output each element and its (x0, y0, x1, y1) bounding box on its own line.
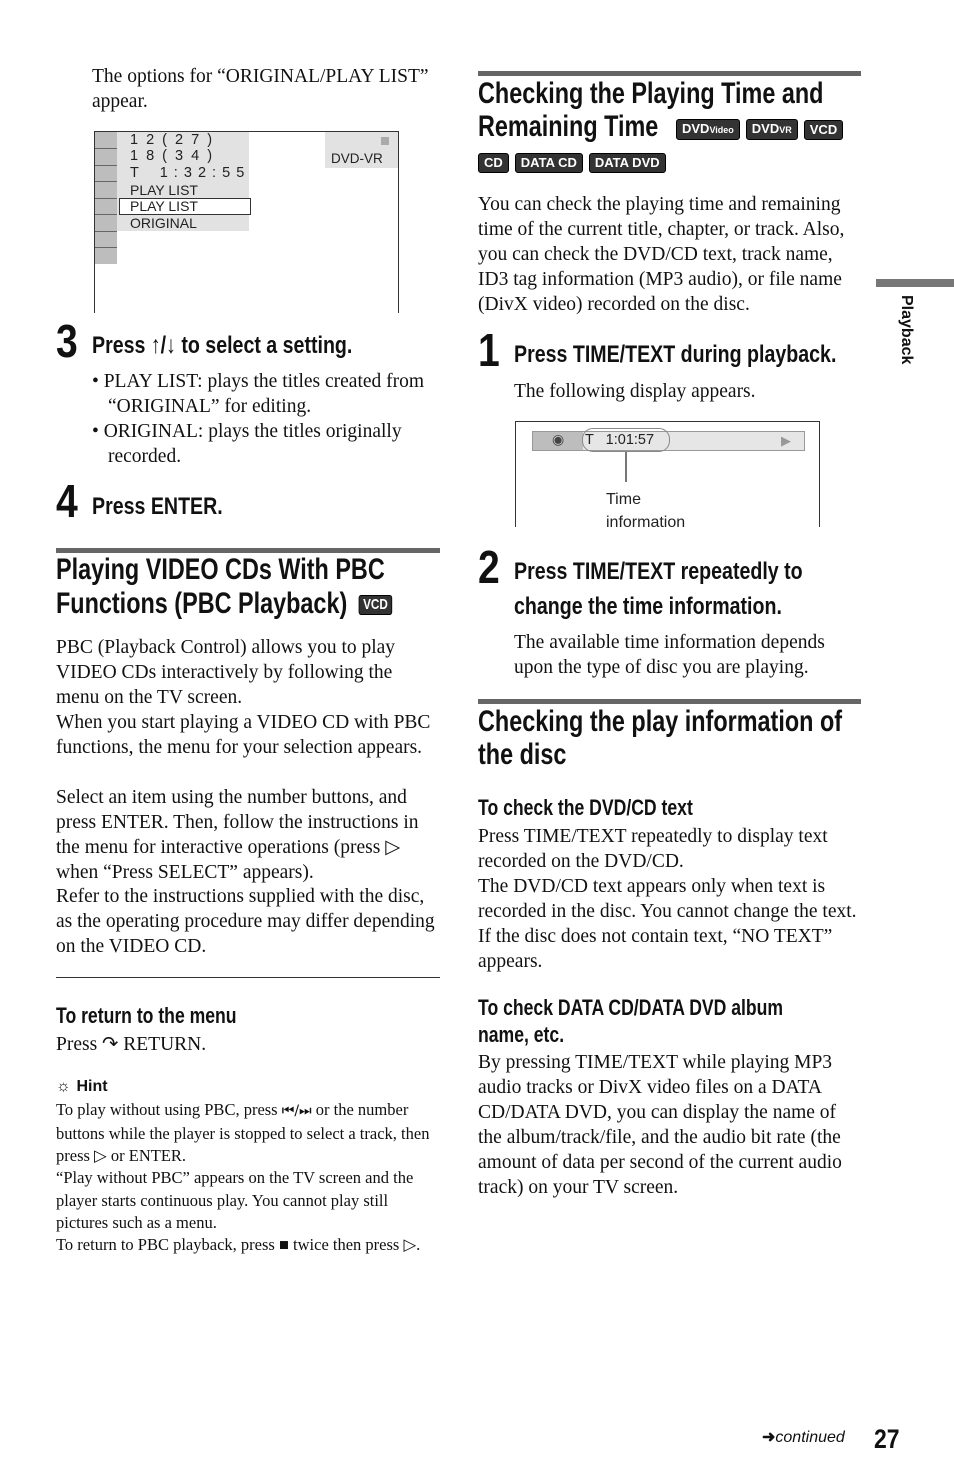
side-tab-label: Playback (898, 295, 915, 365)
intro-text: The options for “ORIGINAL/PLAY LIST” appear. (92, 66, 429, 112)
pbc-para-2: When you start playing a VIDEO CD with PBC functions, the menu for your selection appears. (56, 712, 431, 758)
vcd-badge: VCD (804, 120, 843, 140)
disc-badges-row-1 (676, 119, 849, 140)
step-4-title: Press ENTER. (92, 493, 223, 520)
step-4-number: 4 (56, 475, 78, 527)
side-tab-bar (876, 279, 954, 287)
step-2-title-line1: Press TIME/TEXT repeatedly to (514, 558, 803, 585)
play-icon: ▷ (403, 1235, 417, 1254)
dvd-cd-text-heading: To check the DVD/CD text (478, 795, 693, 820)
step-2-desc: The available time information depends upon the type of disc you are playing. (514, 632, 825, 678)
step-3-title: Press ↑/↓ to select a setting. (92, 332, 353, 359)
step-2-number: 2 (478, 541, 500, 593)
play-icon: ▷ (385, 837, 401, 858)
return-menu-heading: To return to the menu (56, 1003, 237, 1028)
osd-disc-type: DVD-VR (331, 151, 383, 166)
time-heading-line2: Remaining Time (478, 110, 659, 143)
step-1-title: Press TIME/TEXT during playback. (514, 341, 837, 368)
pbc-para-1: PBC (Playback Control) allows you to play VIDEO CDs interactively by following the menu on the TV screen. (56, 637, 396, 708)
hint-para-2: “Play without PBC” appears on the TV screen and the player starts continuous play. You cannot play still pictures such as a menu. (56, 1168, 414, 1232)
data-dvd-badge: DATA DVD (589, 153, 666, 173)
pbc-heading-line2: Functions (PBC Playback) VCD (56, 587, 397, 621)
step-3-bullet-playlist: • PLAY LIST: plays the titles created from “ORIGINAL” for editing. (92, 371, 425, 417)
pbc-heading-line1: Playing VIDEO CDs With PBC (56, 553, 385, 586)
data-disc-heading-line1: To check DATA CD/DATA DVD album (478, 995, 784, 1020)
hint-label: Hint (76, 1078, 108, 1095)
time-info-label-2: information (606, 514, 686, 531)
stop-icon: ■ (278, 1235, 289, 1254)
return-icon: ↷ (102, 1034, 119, 1055)
time-info-label-1: Time (606, 491, 641, 508)
side-tab (896, 295, 916, 375)
info-heading-line2: the disc (478, 738, 567, 771)
return-menu-text: Press ↷ RETURN. (56, 1034, 207, 1055)
step-3-number: 3 (56, 315, 78, 367)
osd-row-original: ORIGINAL (130, 215, 197, 231)
hint-para-1: To play without using PBC, press ⏮/⏭ or the number buttons while the player is stopped to select a track, then press ▷ or ENTER. (56, 1100, 430, 1165)
data-disc-para: By pressing TIME/TEXT while playing MP3 audio tracks or DivX video files on a DATA CD/DATA DVD, you can display the name of the album/track/file, and the audio bit rate (the amount of data per second of the current audio track) on your TV screen. (478, 1052, 842, 1198)
arrow-right-icon: ➜ (762, 1429, 776, 1446)
osd-row-time: T 1 : 3 2 : 5 5 (130, 165, 246, 181)
osd-square-icon (381, 137, 389, 145)
vcd-badge: VCD (358, 595, 392, 615)
dvd-cd-text-para-1: Press TIME/TEXT repeatedly to display text recorded on the DVD/CD. (478, 826, 828, 872)
play-icon: ▷ (94, 1146, 107, 1165)
osd-row-title: 1 2 ( 2 7 ) (130, 132, 215, 148)
osd-menu-diagram (94, 131, 399, 313)
time-para: You can check the playing time and remaining time of the current title, chapter, or track. Also, you can check the DVD/CD text, track name, ID3 tag information (MP3 audio), or file name (DivX video) recorded on the disc. (478, 194, 845, 315)
continued-note: ➜continued (762, 1429, 845, 1446)
osd-row-playlist: PLAY LIST (130, 182, 198, 198)
time-heading-line1: Checking the Playing Time and (478, 77, 824, 110)
data-cd-badge: DATA CD (515, 153, 583, 173)
osd-row-playlist-selected: PLAY LIST (130, 198, 198, 214)
step-1-number: 1 (478, 324, 500, 376)
dvd-cd-text-para-2: The DVD/CD text appears only when text is recorded in the disc. You cannot change the text. If the disc does not contain text, “NO TEXT” appears. (478, 876, 857, 972)
lightbulb-icon: ☼ (56, 1078, 71, 1095)
disc-icon: ◉ (552, 433, 565, 448)
info-heading-line1: Checking the play information of (478, 705, 843, 738)
cd-badge: CD (478, 153, 509, 173)
section-rule (478, 699, 861, 704)
prev-next-icon: ⏮/⏭ (281, 1103, 312, 1119)
disc-badges-row-2 (478, 153, 672, 173)
section-rule (478, 71, 861, 76)
data-disc-heading-line2: name, etc. (478, 1022, 565, 1047)
step-2-title-line2: change the time information. (514, 593, 782, 620)
hint-para-3: To return to PBC playback, press ■ twice then press ▷. (56, 1235, 421, 1254)
osd-time-value: T 1:01:57 (585, 432, 655, 448)
osd-row-chapter: 1 8 ( 3 4 ) (130, 148, 215, 164)
pbc-para-3: Select an item using the number buttons, and press ENTER. Then, follow the instructions in the menu for interactive operations (press ▷ when “Press SELECT” appears). (56, 787, 419, 883)
hint-label-row (56, 1076, 108, 1098)
page-number: 27 (874, 1424, 900, 1454)
divider (56, 977, 440, 978)
play-indicator-icon: ▶ (781, 433, 791, 448)
pbc-para-4: Refer to the instructions supplied with the disc, as the operating procedure may differ depending on the VIDEO CD. (56, 886, 435, 957)
step-1-desc: The following display appears. (514, 381, 756, 402)
step-3-bullet-original: • ORIGINAL: plays the titles originally recorded. (92, 421, 402, 467)
osd-time-diagram (515, 421, 820, 531)
dvd-video-badge: DVDVideo (676, 119, 740, 140)
dvd-vr-badge: DVDVR (746, 119, 798, 140)
up-down-arrow-icon: ↑/↓ (150, 332, 176, 359)
